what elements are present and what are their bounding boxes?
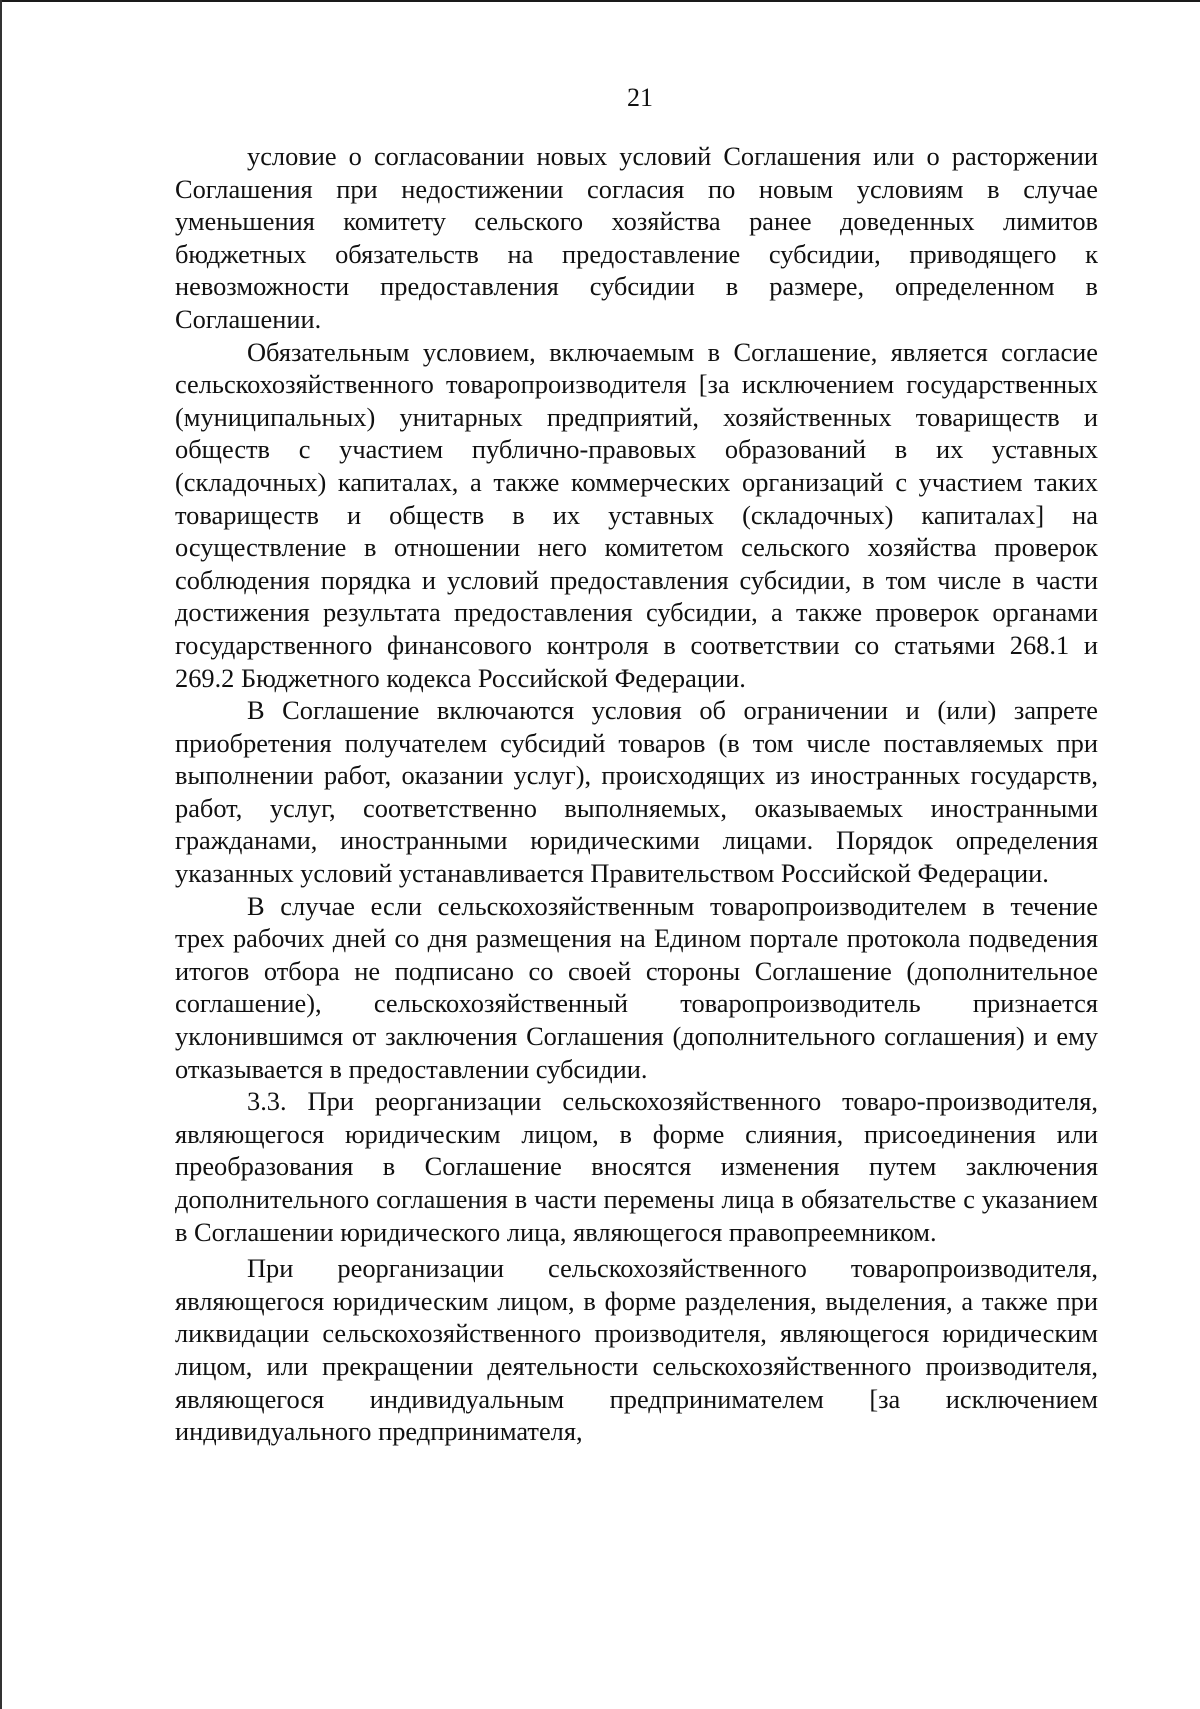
- paragraph-foreign-goods-restriction: В Соглашение включаются условия об ограничении и (или) запрете приобретения получателем субсидий товаров (в том числе поставляемых при выполнении работ, оказании услуг), происходящих из иностранных государств, работ, услуг, соответственно выполняемых, оказываемых иностранными гражданами, иностранными юридическими лицами. Порядок определения указанных условий устанавливается Правительством Российской Федерации.: [175, 695, 1098, 889]
- scan-top-edge: [0, 0, 1200, 2]
- paragraph-mandatory-condition: Обязательным условием, включаемым в Соглашение, является согласие сельскохозяйственного товаропроизводителя [за исключением государственных (муниципальных) унитарных предприятий, хозяйственных товариществ и обществ с участием публично-правовых образований в их уставных (складочных) капиталах, а также коммерческих организаций с участием таких товариществ и обществ в их уставных (складочных) капиталах] на осуществление в отношении него комитетом сельского хозяйства проверок соблюдения порядка и условий предоставления субсидии, в том числе в части достижения результата предоставления субсидии, а также проверок органами государственного финансового контроля в соответствии со статьями 268.1 и 269.2 Бюджетного кодекса Российской Федерации.: [175, 336, 1098, 693]
- scan-left-edge: [0, 0, 2, 1709]
- paragraph-agreement-termination-condition: условие о согласовании новых условий Соглашения или о расторжении Соглашения при недостижении согласия по новым условиям в случае уменьшения комитету сельского хозяйства ранее доведенных лимитов бюджетных обязательств на предоставление субсидии, приводящего к невозможности предоставления субсидии в размере, определенном в Соглашении.: [175, 141, 1098, 334]
- paragraph-evasion-case: В случае если сельскохозяйственным товаропроизводителем в течение трех рабочих дней со дня размещения на Едином портале протокола подведения итогов отбора не подписано со своей стороны Соглашение (дополнительное соглашение), сельскохозяйственный товаропроизводитель признается уклонившимся от заключения Соглашения (дополнительного соглашения) и ему отказывается в предоставлении субсидии.: [175, 890, 1098, 1084]
- page-number: 21: [627, 83, 653, 112]
- paragraph-reorganization-division: При реорганизации сельскохозяйственного товаропроизводителя, являющегося юридическим лицом, в форме разделения, выделения, а также при ликвидации сельскохозяйственного производителя, являющегося юридическим лицом, или прекращении деятельности сельскохозяйственного производителя, являющегося индивидуальным предпринимателем [за исключением индивидуального предпринимателя,: [175, 1253, 1098, 1447]
- paragraph-3-3-reorganization: 3.3. При реорганизации сельскохозяйственного товаро-производителя, являющегося юридическим лицом, в форме слияния, присоединения или преобразования в Соглашение вносятся изменения путем заключения дополнительного соглашения в части перемены лица в обязательстве с указанием в Соглашении юридического лица, являющегося правопреемником.: [175, 1086, 1098, 1247]
- document-body: [175, 140, 1098, 1448]
